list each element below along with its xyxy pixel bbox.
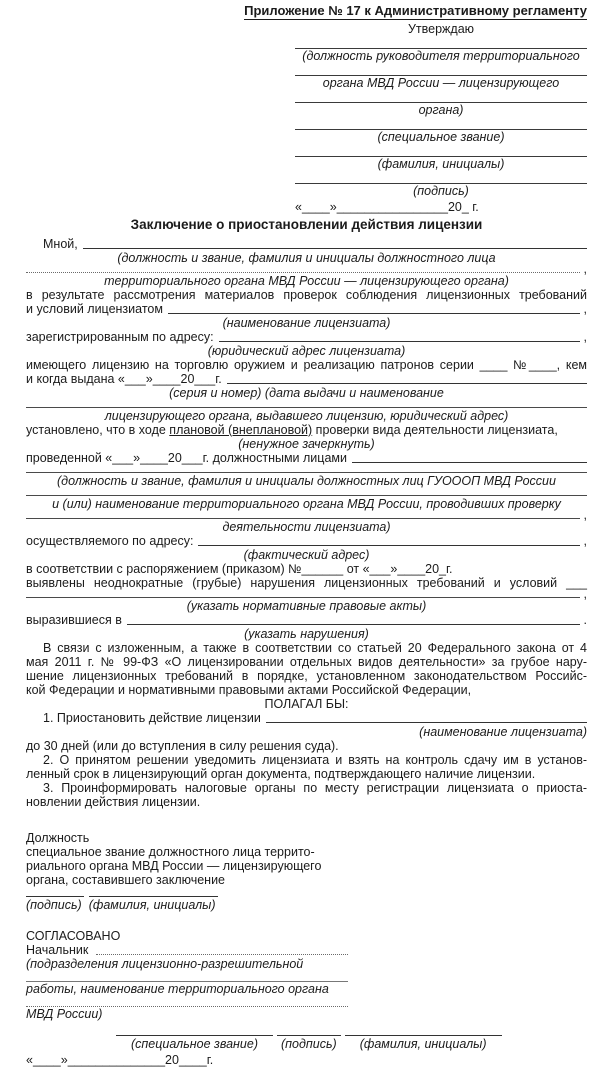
field-caption: МВД России) bbox=[26, 1007, 103, 1021]
agreed-block bbox=[26, 929, 348, 1021]
form-line: и условий лицензиатом , bbox=[26, 302, 587, 316]
signature-caption: (подпись) bbox=[26, 898, 82, 912]
form-line: , bbox=[26, 265, 587, 274]
paragraph-line: новлении действия лицензии. bbox=[26, 795, 201, 809]
form-line bbox=[26, 400, 587, 409]
form-line: Мной, bbox=[26, 237, 587, 251]
blank-line bbox=[26, 518, 580, 519]
approve-field-line bbox=[295, 63, 587, 76]
form-line: осуществляемого по адресу: , bbox=[26, 534, 587, 548]
chief-label: Начальник bbox=[26, 943, 89, 957]
field-caption: (серия и номер) (дата выдачи и наименование bbox=[169, 386, 444, 400]
strike-out-choice: плановой (внеплановой) bbox=[169, 423, 313, 437]
approve-label: Утверждаю bbox=[407, 22, 475, 36]
paragraph-line: в результате рассмотрения материалов проверок соблюдения лицензионных требований bbox=[26, 288, 587, 302]
blank-line bbox=[352, 462, 587, 463]
field-caption: (наименование лицензиата) bbox=[419, 725, 587, 739]
signature-position-text: риального органа МВД России — лицензирующего bbox=[26, 859, 322, 873]
paragraph-line: до 30 дней (или до вступления в силу решения суда). bbox=[26, 739, 339, 753]
form-line bbox=[26, 943, 348, 957]
blank-line bbox=[127, 624, 580, 625]
appendix-title: Приложение № 17 к Административному регламенту bbox=[244, 3, 587, 18]
signature-caption: (подпись) bbox=[277, 1035, 341, 1051]
blank-line bbox=[26, 272, 580, 273]
paragraph-line: 3. Проинформировать налоговые органы по месту регистрации лицензиата о приоста- bbox=[43, 781, 587, 795]
paragraph-line: ленный срок в лицензирующий орган документа, подтверждающего наличие лицензии. bbox=[26, 767, 536, 781]
bottom-date-line: «____»______________20____г. bbox=[26, 1053, 214, 1067]
field-caption: (указать нарушения) bbox=[244, 627, 369, 641]
form-line: 1. Приостановить действие лицензии bbox=[26, 711, 587, 725]
paragraph-line: имеющего лицензию на торговлю оружием и реализацию патронов серии ____ №____, кем bbox=[26, 358, 587, 372]
blank-line bbox=[198, 545, 579, 546]
field-caption: (указать нормативные правовые акты) bbox=[186, 599, 427, 613]
document-body bbox=[26, 237, 587, 809]
form-line: и когда выдана «___»____20___г. bbox=[26, 372, 587, 386]
signature-position-text: органа, составившего заключение bbox=[26, 873, 226, 887]
agreed-heading: СОГЛАСОВАНО bbox=[26, 929, 121, 943]
field-caption: (подразделения лицензионно-разрешительной bbox=[26, 957, 304, 971]
signature-caption: (специальное звание) bbox=[116, 1035, 273, 1051]
field-caption: (должность и звание, фамилия и инициалы должностных лиц ГУОООП МВД России bbox=[57, 474, 556, 488]
field-caption: (ненужное зачеркнуть) bbox=[238, 437, 375, 451]
document-title: Заключение о приостановлении действия лицензии bbox=[130, 217, 483, 232]
blank-line bbox=[26, 495, 587, 496]
field-caption: работы, наименование территориального органа bbox=[26, 982, 329, 996]
field-caption: (должность и звание, фамилия и инициалы должностного лица bbox=[117, 251, 496, 265]
paragraph-line: установлено, что в ходе плановой (внеплановой) проверки вида деятельности лицензиата, bbox=[26, 423, 558, 437]
approve-field-line bbox=[295, 144, 587, 157]
blank-line bbox=[26, 996, 348, 1007]
paragraph-line: мая 2011 г. № 99-ФЗ «О лицензировании отдельных видов деятельности» за грубое нару- bbox=[26, 655, 587, 669]
signature-block bbox=[26, 831, 587, 912]
blank-line bbox=[83, 248, 587, 249]
field-caption: и (или) наименование территориального органа МВД России, проводивших проверку bbox=[52, 497, 561, 511]
field-caption: (юридический адрес лицензиата) bbox=[207, 344, 406, 358]
signature-position-text: специальное звание должностного лица террито- bbox=[26, 845, 315, 859]
blank-line bbox=[26, 407, 587, 408]
field-caption: (фактический адрес) bbox=[243, 548, 370, 562]
approve-field-caption: (фамилия, инициалы) bbox=[377, 157, 505, 171]
approve-block bbox=[295, 22, 587, 215]
form-line: , bbox=[26, 590, 587, 599]
approve-field-caption: (должность руководителя территориального bbox=[302, 49, 580, 63]
field-caption: территориального органа МВД России — лицензирующего органа) bbox=[104, 274, 509, 288]
form-line bbox=[26, 465, 587, 474]
approve-field-line bbox=[295, 171, 587, 184]
form-line: выразившиеся в . bbox=[26, 613, 587, 627]
blank-line bbox=[266, 722, 587, 723]
field-caption: (наименование лицензиата) bbox=[222, 316, 391, 330]
paragraph-line: В связи с изложенным, а также в соответствии со статьей 20 Федерального закона от 4 bbox=[43, 641, 587, 655]
paragraph-line: выявлены неоднократные (грубые) нарушения лицензионных требований и условий ___ bbox=[26, 576, 587, 590]
approve-field-caption: органа МВД России — лицензирующего bbox=[322, 76, 560, 90]
paragraph-line: 2. О принятом решении уведомить лицензиата и взять на контроль сдачу им в установ- bbox=[43, 753, 587, 767]
approve-date-line: «____»________________20_ г. bbox=[295, 200, 479, 214]
form-line: проведенной «___»____20___г. должностными лицами bbox=[26, 451, 587, 465]
resolution-heading: ПОЛАГАЛ БЫ: bbox=[264, 697, 349, 711]
field-caption: деятельности лицензиата) bbox=[222, 520, 391, 534]
approve-field-line bbox=[295, 36, 587, 49]
blank-line bbox=[26, 472, 587, 473]
approve-field-line bbox=[295, 117, 587, 130]
blank-line bbox=[96, 954, 348, 955]
form-line: зарегистрированным по адресу: , bbox=[26, 330, 587, 344]
bottom-signature-row bbox=[26, 1035, 587, 1052]
approve-field-caption: (специальное звание) bbox=[377, 130, 505, 144]
signature-caption: (фамилия, инициалы) bbox=[88, 898, 216, 912]
blank-line bbox=[219, 341, 580, 342]
blank-line bbox=[26, 971, 348, 982]
signature-position-text: Должность bbox=[26, 831, 90, 845]
paragraph-line: кой Федерации и нормативными правовыми актами Российской Федерации, bbox=[26, 683, 472, 697]
paragraph-line: в соответствии с распоряжением (приказом) №______ от «___»____20_г. bbox=[26, 562, 453, 576]
form-line: , bbox=[26, 511, 587, 520]
form-line bbox=[26, 488, 587, 497]
paragraph-line: шение лицензионных требований в порядке, установленном законодательством Российс- bbox=[26, 669, 587, 683]
blank-line bbox=[168, 313, 580, 314]
approve-field-caption: органа) bbox=[418, 103, 464, 117]
approve-field-caption: (подпись) bbox=[413, 184, 469, 198]
approve-field-line bbox=[295, 90, 587, 103]
blank-line bbox=[26, 597, 580, 598]
field-caption: лицензирующего органа, выдавшего лицензию, юридический адрес) bbox=[104, 409, 509, 423]
signature-caption: (фамилия, инициалы) bbox=[345, 1035, 502, 1051]
blank-line bbox=[227, 383, 587, 384]
signature-captions bbox=[26, 896, 587, 912]
